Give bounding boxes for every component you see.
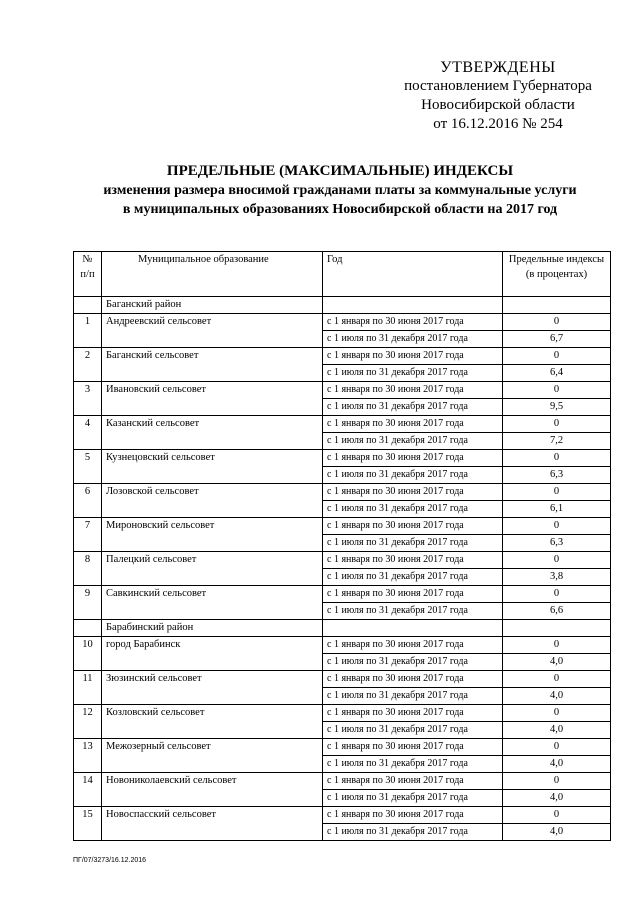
index-first-half: 0	[503, 484, 611, 501]
period-first-half: с 1 января по 30 июня 2017 года	[323, 739, 503, 756]
table-row	[74, 450, 611, 467]
index-second-half: 4,0	[503, 688, 611, 705]
table-row	[74, 773, 611, 790]
municipality-name: Лозовской сельсовет	[102, 484, 323, 518]
row-num: 6	[74, 484, 102, 518]
period-first-half: с 1 января по 30 июня 2017 года	[323, 705, 503, 722]
municipality-name: город Барабинск	[102, 637, 323, 671]
municipality-name: Савкинский сельсовет	[102, 586, 323, 620]
district-num-empty	[74, 297, 102, 314]
period-second-half: с 1 июля по 31 декабря 2017 года	[323, 467, 503, 484]
municipality-name: Баганский сельсовет	[102, 348, 323, 382]
table-row	[74, 416, 611, 433]
index-first-half: 0	[503, 671, 611, 688]
table-row	[74, 739, 611, 756]
municipality-name: Зюзинский сельсовет	[102, 671, 323, 705]
municipality-name: Новониколаевский сельсовет	[102, 773, 323, 807]
row-num: 10	[74, 637, 102, 671]
index-first-half: 0	[503, 348, 611, 365]
district-name: Барабинский район	[102, 620, 323, 637]
period-first-half: с 1 января по 30 июня 2017 года	[323, 382, 503, 399]
row-num: 3	[74, 382, 102, 416]
index-second-half: 6,3	[503, 535, 611, 552]
district-year-empty	[323, 620, 503, 637]
row-num: 15	[74, 807, 102, 841]
period-first-half: с 1 января по 30 июня 2017 года	[323, 807, 503, 824]
table-row	[74, 484, 611, 501]
row-num: 14	[74, 773, 102, 807]
district-index-empty	[503, 297, 611, 314]
period-second-half: с 1 июля по 31 декабря 2017 года	[323, 790, 503, 807]
index-first-half: 0	[503, 739, 611, 756]
municipality-name: Палецкий сельсовет	[102, 552, 323, 586]
period-first-half: с 1 января по 30 июня 2017 года	[323, 518, 503, 535]
table-row	[74, 348, 611, 365]
index-first-half: 0	[503, 773, 611, 790]
index-first-half: 0	[503, 518, 611, 535]
approval-heading: УТВЕРЖДЕНЫ	[440, 59, 556, 76]
approval-block	[398, 58, 598, 134]
period-first-half: с 1 января по 30 июня 2017 года	[323, 450, 503, 467]
index-second-half: 6,7	[503, 331, 611, 348]
period-first-half: с 1 января по 30 июня 2017 года	[323, 586, 503, 603]
approval-line-decree: постановлением Губернатора	[404, 78, 592, 94]
district-num-empty	[74, 620, 102, 637]
district-name: Баганский район	[102, 297, 323, 314]
index-first-half: 0	[503, 637, 611, 654]
index-first-half: 0	[503, 705, 611, 722]
index-second-half: 3,8	[503, 569, 611, 586]
index-second-half: 4,0	[503, 824, 611, 841]
period-second-half: с 1 июля по 31 декабря 2017 года	[323, 331, 503, 348]
row-num: 1	[74, 314, 102, 348]
period-first-half: с 1 января по 30 июня 2017 года	[323, 348, 503, 365]
table-row	[74, 586, 611, 603]
header-year: Год	[323, 252, 503, 297]
period-second-half: с 1 июля по 31 декабря 2017 года	[323, 399, 503, 416]
index-second-half: 6,4	[503, 365, 611, 382]
table-row	[74, 637, 611, 654]
district-row	[74, 297, 611, 314]
period-first-half: с 1 января по 30 июня 2017 года	[323, 671, 503, 688]
municipality-name: Андреевский сельсовет	[102, 314, 323, 348]
municipality-name: Козловский сельсовет	[102, 705, 323, 739]
index-second-half: 4,0	[503, 654, 611, 671]
period-second-half: с 1 июля по 31 декабря 2017 года	[323, 569, 503, 586]
table-row	[74, 671, 611, 688]
index-second-half: 6,6	[503, 603, 611, 620]
title-line-1: ПРЕДЕЛЬНЫЕ (МАКСИМАЛЬНЫЕ) ИНДЕКСЫ	[166, 163, 514, 179]
period-first-half: с 1 января по 30 июня 2017 года	[323, 314, 503, 331]
period-second-half: с 1 июля по 31 декабря 2017 года	[323, 535, 503, 552]
period-first-half: с 1 января по 30 июня 2017 года	[323, 637, 503, 654]
period-first-half: с 1 января по 30 июня 2017 года	[323, 416, 503, 433]
municipality-name: Мироновский сельсовет	[102, 518, 323, 552]
header-num: № п/п	[74, 252, 102, 297]
index-first-half: 0	[503, 552, 611, 569]
index-second-half: 4,0	[503, 790, 611, 807]
row-num: 13	[74, 739, 102, 773]
row-num: 8	[74, 552, 102, 586]
index-first-half: 0	[503, 807, 611, 824]
table-row	[74, 382, 611, 399]
table-header-row	[74, 252, 611, 297]
municipality-name: Кузнецовский сельсовет	[102, 450, 323, 484]
header-name: Муниципальное образование	[102, 252, 323, 297]
period-second-half: с 1 июля по 31 декабря 2017 года	[323, 688, 503, 705]
index-second-half: 6,1	[503, 501, 611, 518]
index-second-half: 4,0	[503, 756, 611, 773]
period-second-half: с 1 июля по 31 декабря 2017 года	[323, 603, 503, 620]
row-num: 12	[74, 705, 102, 739]
period-first-half: с 1 января по 30 июня 2017 года	[323, 552, 503, 569]
table-row	[74, 705, 611, 722]
approval-line-date: от 16.12.2016 № 254	[433, 116, 563, 132]
row-num: 2	[74, 348, 102, 382]
period-second-half: с 1 июля по 31 декабря 2017 года	[323, 824, 503, 841]
row-num: 9	[74, 586, 102, 620]
document-code: ПГ/07/3273/16.12.2016	[73, 857, 147, 864]
district-year-empty	[323, 297, 503, 314]
period-second-half: с 1 июля по 31 декабря 2017 года	[323, 654, 503, 671]
table-row	[74, 552, 611, 569]
municipality-name: Ивановский сельсовет	[102, 382, 323, 416]
indices-table	[73, 251, 611, 841]
table-row	[74, 314, 611, 331]
table-row	[74, 518, 611, 535]
period-first-half: с 1 января по 30 июня 2017 года	[323, 484, 503, 501]
period-second-half: с 1 июля по 31 декабря 2017 года	[323, 365, 503, 382]
index-second-half: 6,3	[503, 467, 611, 484]
row-num: 7	[74, 518, 102, 552]
index-second-half: 9,5	[503, 399, 611, 416]
municipality-name: Казанский сельсовет	[102, 416, 323, 450]
document-title	[60, 162, 620, 219]
row-num: 4	[74, 416, 102, 450]
index-second-half: 7,2	[503, 433, 611, 450]
approval-line-region: Новосибирской области	[421, 97, 575, 113]
table-row	[74, 807, 611, 824]
index-first-half: 0	[503, 450, 611, 467]
header-index: Предельные индексы (в процентах)	[503, 252, 611, 297]
municipality-name: Новоспасский сельсовет	[102, 807, 323, 841]
period-second-half: с 1 июля по 31 декабря 2017 года	[323, 433, 503, 450]
period-second-half: с 1 июля по 31 декабря 2017 года	[323, 501, 503, 518]
title-line-2: изменения размера вносимой гражданами платы за коммунальные услуги	[103, 183, 577, 198]
district-index-empty	[503, 620, 611, 637]
index-first-half: 0	[503, 586, 611, 603]
index-first-half: 0	[503, 382, 611, 399]
title-line-3: в муниципальных образованиях Новосибирской области на 2017 год	[122, 202, 558, 217]
municipality-name: Межозерный сельсовет	[102, 739, 323, 773]
period-second-half: с 1 июля по 31 декабря 2017 года	[323, 756, 503, 773]
index-second-half: 4,0	[503, 722, 611, 739]
district-row	[74, 620, 611, 637]
index-first-half: 0	[503, 314, 611, 331]
row-num: 11	[74, 671, 102, 705]
period-first-half: с 1 января по 30 июня 2017 года	[323, 773, 503, 790]
index-first-half: 0	[503, 416, 611, 433]
row-num: 5	[74, 450, 102, 484]
period-second-half: с 1 июля по 31 декабря 2017 года	[323, 722, 503, 739]
